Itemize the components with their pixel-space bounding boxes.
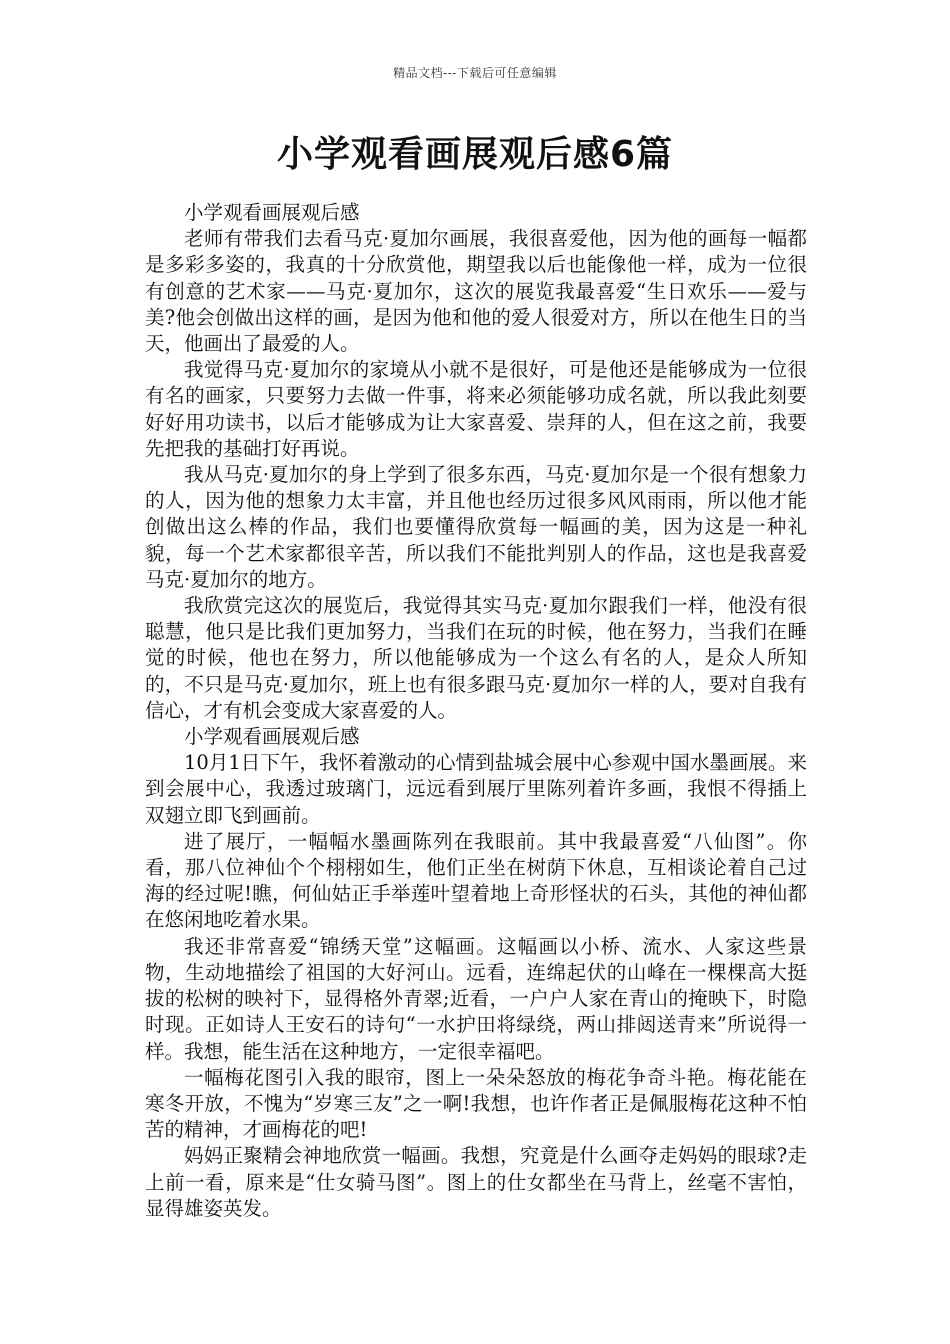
document-title: 小学观看画展观后感6篇 [276, 134, 674, 175]
paragraph: 我欣赏完这次的展览后，我觉得其实马克·夏加尔跟我们一样，他没有很聪慧，他只是比我们更加努力，当我们在玩的时候，他在努力，当我们在睡觉的时候，他也在努力，所以他能够成为一个这么有名的人，是众人所知的，不只是马克·夏加尔，班上也有很多跟马克·夏加尔一样的人，要对自我有信心，才有机会变成大家喜爱的人。 [145, 594, 807, 722]
paragraph: 一幅梅花图引入我的眼帘，图上一朵朵怒放的梅花争奇斗艳。梅花能在寒冬开放，不愧为“岁寒三友”之一啊!我想，也许作者正是佩服梅花这种不怕苦的精神，才画梅花的吧! [145, 1065, 807, 1142]
paragraph: 我从马克·夏加尔的身上学到了很多东西，马克·夏加尔是一个很有想象力的人，因为他的想象力太丰富，并且他也经历过很多风风雨雨，所以他才能创做出这么棒的作品，我们也要懂得欣赏每一幅画的美，因为这是一种礼貌，每一个艺术家都很辛苦，所以我们不能批判别人的作品，这也是我喜爱马克·夏加尔的地方。 [145, 463, 807, 591]
section-heading: 小学观看画展观后感 [184, 725, 360, 749]
document-body [145, 200, 807, 1222]
paragraph: 老师有带我们去看马克·夏加尔画展，我很喜爱他，因为他的画每一幅都是多彩多姿的，我真的十分欣赏他，期望我以后也能像他一样，成为一位很有创意的艺术家——马克·夏加尔，这次的展览我最喜爱“生日欢乐——爱与美?他会创做出这样的画，是因为他和他的爱人很爱对方，所以在他生日的当天，他画出了最爱的人。 [145, 227, 807, 356]
paragraph: 10月1日下午，我怀着激动的心情到盐城会展中心参观中国水墨画展。来到会展中心，我透过玻璃门，远远看到展厅里陈列着许多画，我恨不得插上双翅立即飞到画前。 [145, 751, 807, 827]
paragraph: 我觉得马克·夏加尔的家境从小就不是很好，可是他还是能够成为一位很有名的画家，只要努力去做一件事，将来必须能够功成名就，所以我此刻要好好用功读书，以后才能够成为让大家喜爱、崇拜的人，但在这之前，我要先把我的基础打好再说。 [145, 358, 807, 460]
paragraph: 我还非常喜爱“锦绣天堂”这幅画。这幅画以小桥、流水、人家这些景物，生动地描绘了祖国的大好河山。远看，连绵起伏的山峰在一棵棵高大挺拔的松树的映衬下，显得格外青翠;近看，一户户人家在青山的掩映下，时隐时现。正如诗人王安石的诗句“一水护田将绿绕，两山排闼送青来”所说得一样。我想，能生活在这种地方，一定很幸福吧。 [145, 934, 807, 1063]
paragraph: 妈妈正聚精会神地欣赏一幅画。我想，究竟是什么画夺走妈妈的眼球?走上前一看，原来是“仕女骑马图”。图上的仕女都坐在马背上，丝毫不害怕，显得雄姿英发。 [145, 1144, 807, 1220]
paragraph: 进了展厅，一幅幅水墨画陈列在我眼前。其中我最喜爱“八仙图”。你看，那八位神仙个个栩栩如生，他们正坐在树荫下休息，互相谈论着自己过海的经过呢!瞧，何仙姑正手举莲叶望着地上奇形怪状的石头，其他的神仙都在悠闲地吃着水果。 [145, 829, 807, 932]
section-heading: 小学观看画展观后感 [184, 201, 360, 224]
header-note: 精品文档---下载后可任意编辑 [393, 66, 557, 80]
